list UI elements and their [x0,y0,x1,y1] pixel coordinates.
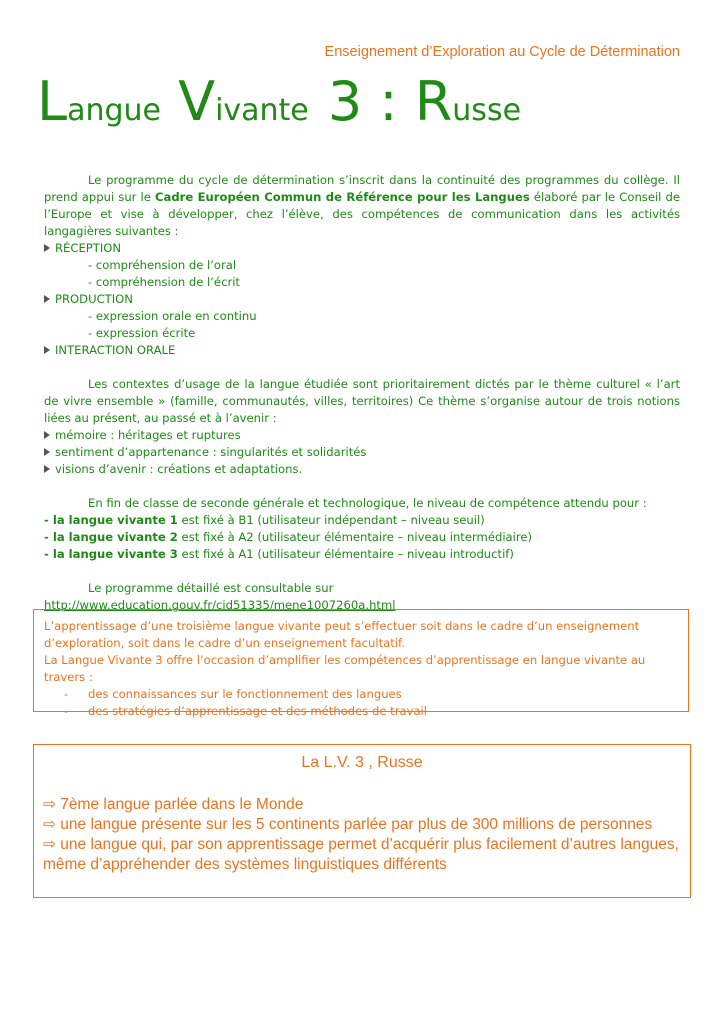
list-subitem: - compréhension de l’oral [88,258,237,272]
intro-paragraph: Le programme du cycle de détermination s’inscrit dans la continuité des programmes du collège. Il prend appui sur le Cadre Européen Commun de Référence pour les Langues élaboré par le Conseil de l’Europe et vise à développer, chez l’élève, des compétences de communication dans les activités langagières suivantes : [44,173,680,238]
list-subitem: - compréhension de l’écrit [88,275,240,289]
triangle-bullet-icon [44,465,50,473]
list-item: ⇨ une langue qui, par son apprentissage permet d’acquérir plus facilement d’autres langues, même d’appréhender des systèmes linguistiques différents [43,836,679,873]
list-item-reception: RÉCEPTION [44,240,680,257]
main-text [44,172,680,614]
list-item-interaction: INTERACTION ORALE [44,342,680,359]
arrow-right-icon: ⇨ [43,796,56,813]
list-subitem: - expression écrite [88,326,196,340]
list-item: ⇨ 7ème langue parlée dans le Monde [43,796,304,813]
list-item: ⇨ une langue présente sur les 5 continents parlée par plus de 300 millions de personnes [43,816,653,833]
russe-box [33,744,691,898]
level-item: - la langue vivante 1 est fixé à B1 (utilisateur indépendant – niveau seuil) [44,513,485,527]
arrow-right-icon: ⇨ [43,816,56,833]
program-paragraph: Le programme détaillé est consultable sur http://www.education.gouv.fr/cid51335/mene1007260a.html [44,581,396,612]
list-item: - des connaissances sur le fonctionnement des langues [64,687,402,701]
list-item-production: PRODUCTION [44,291,680,308]
level-item: - la langue vivante 2 est fixé à A2 (utilisateur élémentaire – niveau intermédiaire) [44,530,533,544]
list-item: - des stratégies d’apprentissage et des méthodes de travail [64,704,427,718]
list-item: visions d’avenir : créations et adaptations. [44,461,680,478]
list-item: mémoire : héritages et ruptures [44,427,680,444]
list-subitem: - expression orale en continu [88,309,257,323]
program-link[interactable]: http://www.education.gouv.fr/cid51335/mene1007260a.html [44,598,396,612]
triangle-bullet-icon [44,431,50,439]
list-item: sentiment d’appartenance : singularités et solidarités [44,444,680,461]
arrow-right-icon: ⇨ [43,836,56,853]
header-subtitle: Enseignement d’Exploration au Cycle de Détermination [324,44,680,60]
triangle-bullet-icon [44,244,50,252]
triangle-bullet-icon [44,448,50,456]
box-title: La L.V. 3 , Russe [301,754,423,771]
info-box: L’apprentissage d’une troisième langue vivante peut s’effectuer soit dans le cadre d’un enseignement d’exploration, soit dans le cadre d’un enseignement facultatif. La Langue Vivante 3 offre l’occasion d’amplifier les compétences d’apprentissage en langue vivante au travers : - des connaissances sur le fonctionnement des langues - des stratégies d’apprentissage et des méthodes de travail [33,609,689,712]
contexts-paragraph: Les contextes d’usage de la langue étudiée sont prioritairement dictés par le thème culturel « l’art de vivre ensemble » (famille, communautés, villes, territoires) Ce thème s’organise autour de trois notions liées au présent, au passé et à l’avenir : [44,377,680,425]
levels-paragraph: En fin de classe de seconde générale et technologique, le niveau de compétence attendu pour : [88,496,647,510]
triangle-bullet-icon [44,295,50,303]
page-title: Langue Vivante 3 : Russe [37,70,522,133]
triangle-bullet-icon [44,346,50,354]
level-item: - la langue vivante 3 est fixé à A1 (utilisateur élémentaire – niveau introductif) [44,547,514,561]
